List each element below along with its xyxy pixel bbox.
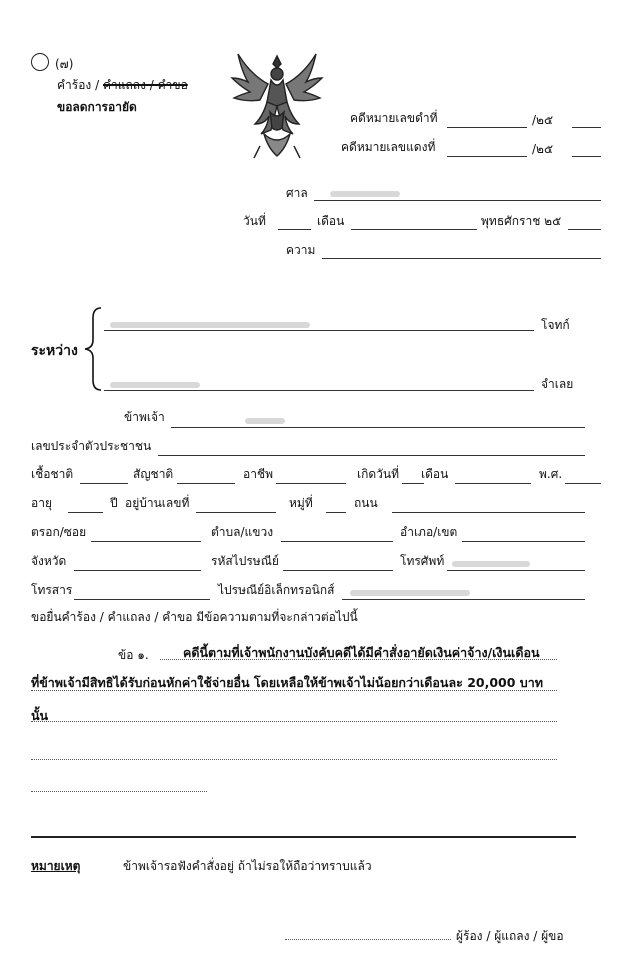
province-field[interactable] [74,570,201,571]
plaintiff-label: โจทก์ [541,318,570,332]
age-field[interactable] [68,512,103,513]
clause-line-3: นั้น [31,708,49,723]
case-black-number-field[interactable] [447,127,527,128]
postcode-field[interactable] [283,570,393,571]
court-label: ศาล [286,186,308,200]
plaintiff-redacted [110,322,310,328]
birth-year-field[interactable] [565,483,601,484]
matter-field[interactable] [322,258,601,259]
clause-label: ข้อ ๑. [118,648,149,662]
subdistrict-label: ตำบล/แขวง [211,525,274,539]
case-red-label: คดีหมายเลขแดงที่ [341,140,436,154]
clause-line-2: ที่ข้าพเจ้ามีสิทธิได้รับก่อนหักค่าใช้จ่ายอื่น โดยเหลือให้ข้าพเจ้าไม่น้อยกว่าเดือนละ 20,000 บาท [31,675,543,690]
remark-text: ข้าพเจ้ารอฟังคำสั่งอยู่ ถ้าไม่รอให้ถือว่าทราบแล้ว [123,859,372,873]
moo-field[interactable] [326,512,346,513]
blank-line-4[interactable] [31,759,557,760]
between-label: ระหว่าง [31,343,78,359]
case-red-year-suffix: /๒๕ [532,142,554,156]
road-label: ถนน [354,496,378,510]
case-black-label: คดีหมายเลขดำที่ [350,111,438,125]
race-label: เชื้อชาติ [31,467,74,481]
alley-field[interactable] [91,541,201,542]
applicant-name-label: ข้าพเจ้า [124,410,165,424]
form-subject: ขอลดการอายัด [57,100,137,114]
plaintiff-field[interactable] [104,330,534,331]
email-redacted [350,590,470,596]
fax-field[interactable] [74,599,210,600]
nationality-field[interactable] [177,483,235,484]
district-field[interactable] [462,541,585,542]
clause-line-2-dots [31,690,557,691]
occupation-label: อาชีพ [243,467,273,481]
phone-redacted [452,561,530,567]
case-red-number-field[interactable] [447,156,527,157]
email-field[interactable] [342,599,585,600]
house-no-field[interactable] [196,512,276,513]
phone-field[interactable] [447,570,585,571]
birth-day-label: เกิดวันที่ [357,467,400,481]
request-type-active: คำร้อง / [57,78,100,92]
request-types [57,76,188,95]
district-label: อำเภอ/เขต [400,525,458,539]
brace-icon [83,306,103,392]
race-field[interactable] [80,483,128,484]
year-field[interactable] [568,229,601,230]
blank-line-5[interactable] [31,791,207,792]
applicant-name-redacted [245,418,285,424]
request-types-struck: คำแถลง / คำขอ [102,78,188,92]
month-label: เดือน [317,214,345,228]
form-number: (๗) [55,57,74,71]
form-number-circle [31,53,49,71]
defendant-label: จำเลย [541,377,574,391]
fax-label: โทรสาร [31,583,73,597]
date-label: วันที่ [243,214,266,228]
road-field[interactable] [392,512,585,513]
court-field[interactable] [314,200,601,201]
matter-label: ความ [286,243,316,257]
house-no-label: อยู่บ้านเลขที่ [125,496,190,510]
year-label: พุทธศักราช ๒๕ [481,214,562,228]
footer-divider [31,836,576,838]
clause-line-3-dots[interactable] [31,721,557,722]
birth-year-label: พ.ศ. [539,467,563,481]
nationality-label: สัญชาติ [133,467,174,481]
id-label: เลขประจำตัวประชาชน [31,439,152,453]
signature-role: ผู้ร้อง / ผู้แถลง / ผู้ขอ [456,929,564,943]
birth-month-field[interactable] [455,483,531,484]
case-red-year-field[interactable] [572,156,601,157]
subdistrict-field[interactable] [281,541,393,542]
court-redacted [330,191,400,197]
intro-text: ขอยื่นคำร้อง / คำแถลง / คำขอ มีข้อความตามที่จะกล่าวต่อไปนี้ [31,610,358,624]
alley-label: ตรอก/ซอย [31,525,87,539]
age-unit: ปี [110,496,118,510]
case-black-year-suffix: /๒๕ [532,113,554,127]
moo-label: หมู่ที่ [289,496,313,510]
postcode-label: รหัสไปรษณีย์ [211,554,279,568]
signature-line[interactable] [285,939,451,940]
date-field[interactable] [278,229,311,230]
id-field[interactable] [158,455,585,456]
age-label: อายุ [31,496,52,510]
defendant-redacted [110,382,200,388]
phone-label: โทรศัพท์ [400,554,445,568]
clause-line-1-dots [160,659,557,660]
clause-line-1: คดีนี้ตามที่เจ้าพนักงานบังคับคดีได้มีคำสั่งอายัดเงินค่าจ้าง/เงินเดือน [183,645,540,660]
case-black-year-field[interactable] [572,127,601,128]
month-field[interactable] [351,229,477,230]
defendant-field[interactable] [104,390,534,391]
province-label: จังหวัด [31,554,67,568]
garuda-emblem-icon [224,50,330,162]
applicant-name-field[interactable] [171,427,585,428]
remark-label: หมายเหตุ [31,859,81,873]
email-label: ไปรษณีย์อิเล็กทรอนิกส์ [218,583,335,597]
occupation-field[interactable] [276,483,346,484]
birth-month-label: เดือน [421,467,449,481]
